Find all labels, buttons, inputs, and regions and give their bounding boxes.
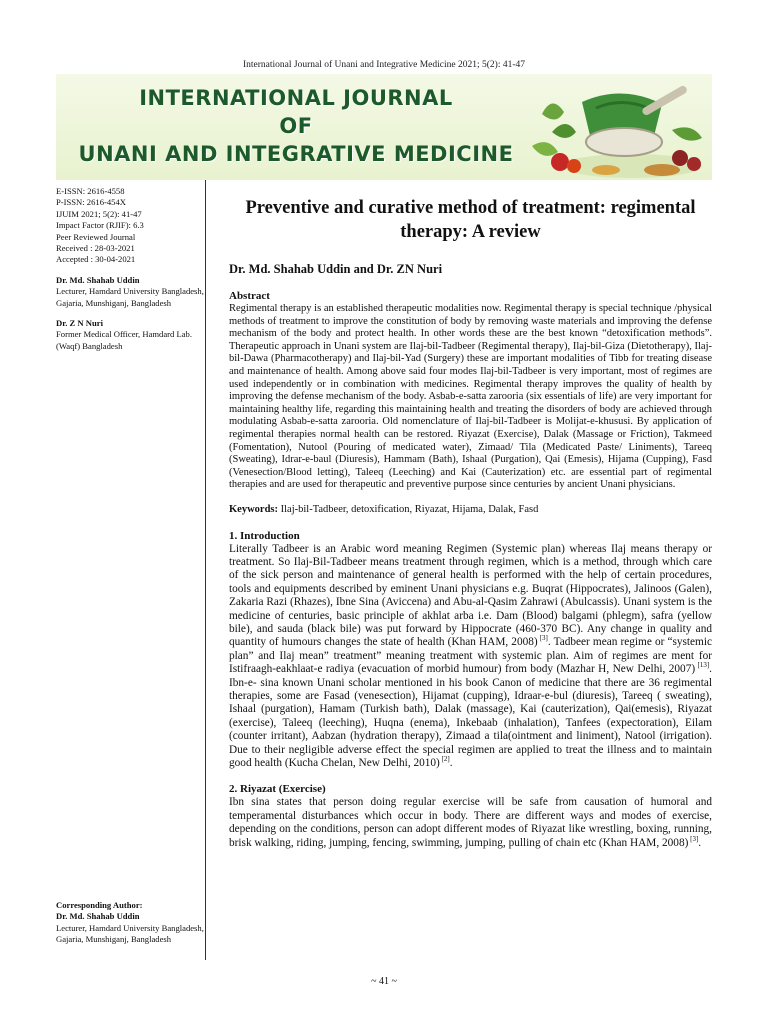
article-title: Preventive and curative method of treatment: regimental therapy: A review: [245, 198, 696, 242]
running-head: International Journal of Unani and Integrative Medicine 2021; 5(2): 41-47: [242, 60, 525, 70]
abstract-heading: Abstract: [229, 290, 270, 302]
introduction-heading: 1. Introduction: [229, 529, 300, 542]
author-1-name: Dr. Md. Shahab Uddin: [56, 274, 140, 285]
meta-peer-reviewed: Peer Reviewed Journal: [56, 231, 136, 242]
article-info-sidebar: [56, 186, 206, 352]
riyazat-heading: 2. Riyazat (Exercise): [229, 783, 326, 796]
author-2-name: Dr. Z N Nuri: [56, 318, 103, 329]
intro-part-1: Literally Tadbeer is an Arabic word meaning Regimen (Systemic plan) whereas Ilaj means therapy or treatment. So Ilaj-Bil-Tadbeer means treatment through regimen, which is a method, through which care of the sick person and maintenance of general health is performed with the help of certain procedures, tools and equipments described by eminent Unani physicians e.g. Buqrat (Hippocrates), Jalinoos (Galen), Zakaria Razi (Rhazes), Ibne Sina (Aviccena) and Abu-al-Qasim Zahrawi (Abulcassis). Unani system is the medicine of centuries, basic principle of akhlat arba i.e. Dam (Blood) balgami (phlegm), safra (yellow bile), and sauda (black bile) was put forward by Hippocrate (460-370 BC). Any change in quality and quantity of humours changes the state of health (Khan HAM, 2008): [229, 542, 712, 649]
journal-banner: [56, 74, 712, 180]
journal-banner-title: [76, 84, 516, 168]
meta-citation: IJUIM 2021; 5(2): 41-47: [56, 208, 142, 219]
riyazat-text: [229, 796, 712, 850]
author-2-affiliation: Former Medical Officer, Hamdard Lab. (Waqf) Bangladesh: [56, 329, 192, 351]
keywords: [229, 504, 712, 517]
keywords-label: Keywords:: [229, 503, 278, 515]
abstract-text: Regimental therapy is an established therapeutic modalities now. Regimental therapy is special technique /physical methods of treatment to improve the constitution of body by removing waste materials and improving the defense mechanism of the body and protect health. In other words these are the best known “detoxification methods”. Therapeutic approach in Unani system are Ilaj-bil-Tadbeer (Regimental therapy), Ilaj-bil-Giza (Dietotherapy), Ilaj-bil-Dawa (Pharmacotherapy) and Ilaj-bil-Yad (Surgery) these are important modalities of Tibb for treating disease and maintenance of health. Among above said four modes Ilaj-bil-Tadbeer is very important, most of regimes are used independently or in combination with medicines. Regimental therapy improves the quality of health by improving the defense mechanism of the body. Asbab-e-satta zarooria (six essentials of life) are very important for maintaining healthy life, regarding this maintaining health and treating the disorders of body are achieved through modulating Asbab-e-satta zarooria. Old nomenclature of Ilaj-bil-Tadbeer is Molijat-e-khususi. By application of regimental therapies normal health can be restored. Riyazat (Exercise), Dalak (Massage or Friction), Takmeed (Fomentation), Nutool (Pouring of medicated water), Zimaad/ Tila (Medicated Paste/ Liniments), Tareeq (Sweating), Idrar-e-baul (Diuresis), Hammam (Bath), Ishaal (Purgation), Qai (Emesis), Hijama (Cupping), Fasd (Venesection/Blood letting), Taleeq (Leeching) and Kai (Cauterization) etc. are essential part of regimental therapies and are used for therapeutic and preventive purpose since centuries by ancient Unani physicians.: [229, 303, 712, 491]
keywords-list: Ilaj-bil-Tadbeer, detoxification, Riyazat, Hijama, Dalak, Fasd: [278, 503, 539, 515]
column-divider: [205, 180, 206, 960]
riyazat-body: Ibn sina states that person doing regular exercise will be safe from causation of humoral and temperamental disturbances which occur in body. There are different ways and modes of exercise, depending on the conditions, person can adopt different modes of Riyazat like wrestling, boxing, running, brisk walking, riding, jumping, fencing, swimming, jumping, pulling of chain etc (Khan HAM, 2008): [229, 796, 712, 849]
article-authors: Dr. Md. Shahab Uddin and Dr. ZN Nuri: [229, 262, 443, 276]
citation-ref: [3]: [688, 834, 699, 843]
meta-eissn: E-ISSN: 2616-4558: [56, 186, 125, 196]
author-1-affiliation: Lecturer, Hamdard University Bangladesh, Gajaria, Munshiganj, Bangladesh: [56, 286, 204, 308]
citation-ref: [3]: [537, 634, 548, 643]
corresponding-author-name: Dr. Md. Shahab Uddin: [56, 911, 140, 922]
meta-impact-factor: Impact Factor (RJIF): 6.3: [56, 220, 144, 231]
citation-ref: [13]: [695, 661, 710, 670]
corresponding-author-affiliation: Lecturer, Hamdard University Bangladesh, Gajaria, Munshiganj, Bangladesh: [56, 922, 204, 945]
meta-pissn: P-ISSN: 2616-454X: [56, 197, 126, 208]
citation-ref: [2]: [439, 755, 450, 764]
corresponding-author-label: Corresponding Author:: [56, 900, 143, 910]
banner-line-2: OF: [279, 114, 313, 138]
article-meta: [56, 186, 206, 266]
herbs-illustration: [512, 74, 712, 180]
banner-line-3: UNANI AND INTEGRATIVE MEDICINE: [78, 142, 514, 166]
page-number: ~ 41 ~: [371, 976, 397, 987]
author-1-info: [56, 275, 206, 309]
author-2-info: [56, 318, 206, 352]
meta-received: Received : 28-03-2021: [56, 243, 135, 254]
meta-accepted: Accepted : 30-04-2021: [56, 254, 136, 265]
riyazat-end: .: [698, 836, 702, 849]
banner-line-1: INTERNATIONAL JOURNAL: [139, 86, 453, 110]
intro-part-3: . Ibn-e- sina known Unani scholar mentioned in his book Canon of medicine that there are 36 regimental therapies, some are Fasad (venesection), Hijamat (cupping), Idraar-e-bul (diuresis), Tareeq ( sweating), Ishaal (purgation), Hamam (Turkish bath), Dalak (massage), Kai (cauterization), Qai(emesis), Riyazat (exercise), Taleeq (leeching), Huqna (enema), Inkebaab (inhalation), Tanfees (expectoration), Eilam (counter irritant), Aabzan (hydration therapy), Zimaad a tila(ointment and liniment), Natool (irrigation). Due to their negligible adverse effect the special regimen are applied to treat the illness and to maintain good health (Kucha Chelan, New Delhi, 2010): [229, 663, 712, 769]
corresponding-author: [56, 900, 206, 946]
introduction-text: [229, 543, 712, 771]
intro-part-2: . Tadbeer mean regime or “systemic plan” and Ilaj mean” treatment” meaning treatment with systemic plan. Aim of regimes are ment for Istifraagh-eakhlaat-e radiya (evacuation of morbid humour) from body (Mazhar H, New Delhi, 2007): [229, 636, 713, 676]
article-body: [229, 196, 712, 850]
intro-part-4: .: [449, 757, 453, 769]
